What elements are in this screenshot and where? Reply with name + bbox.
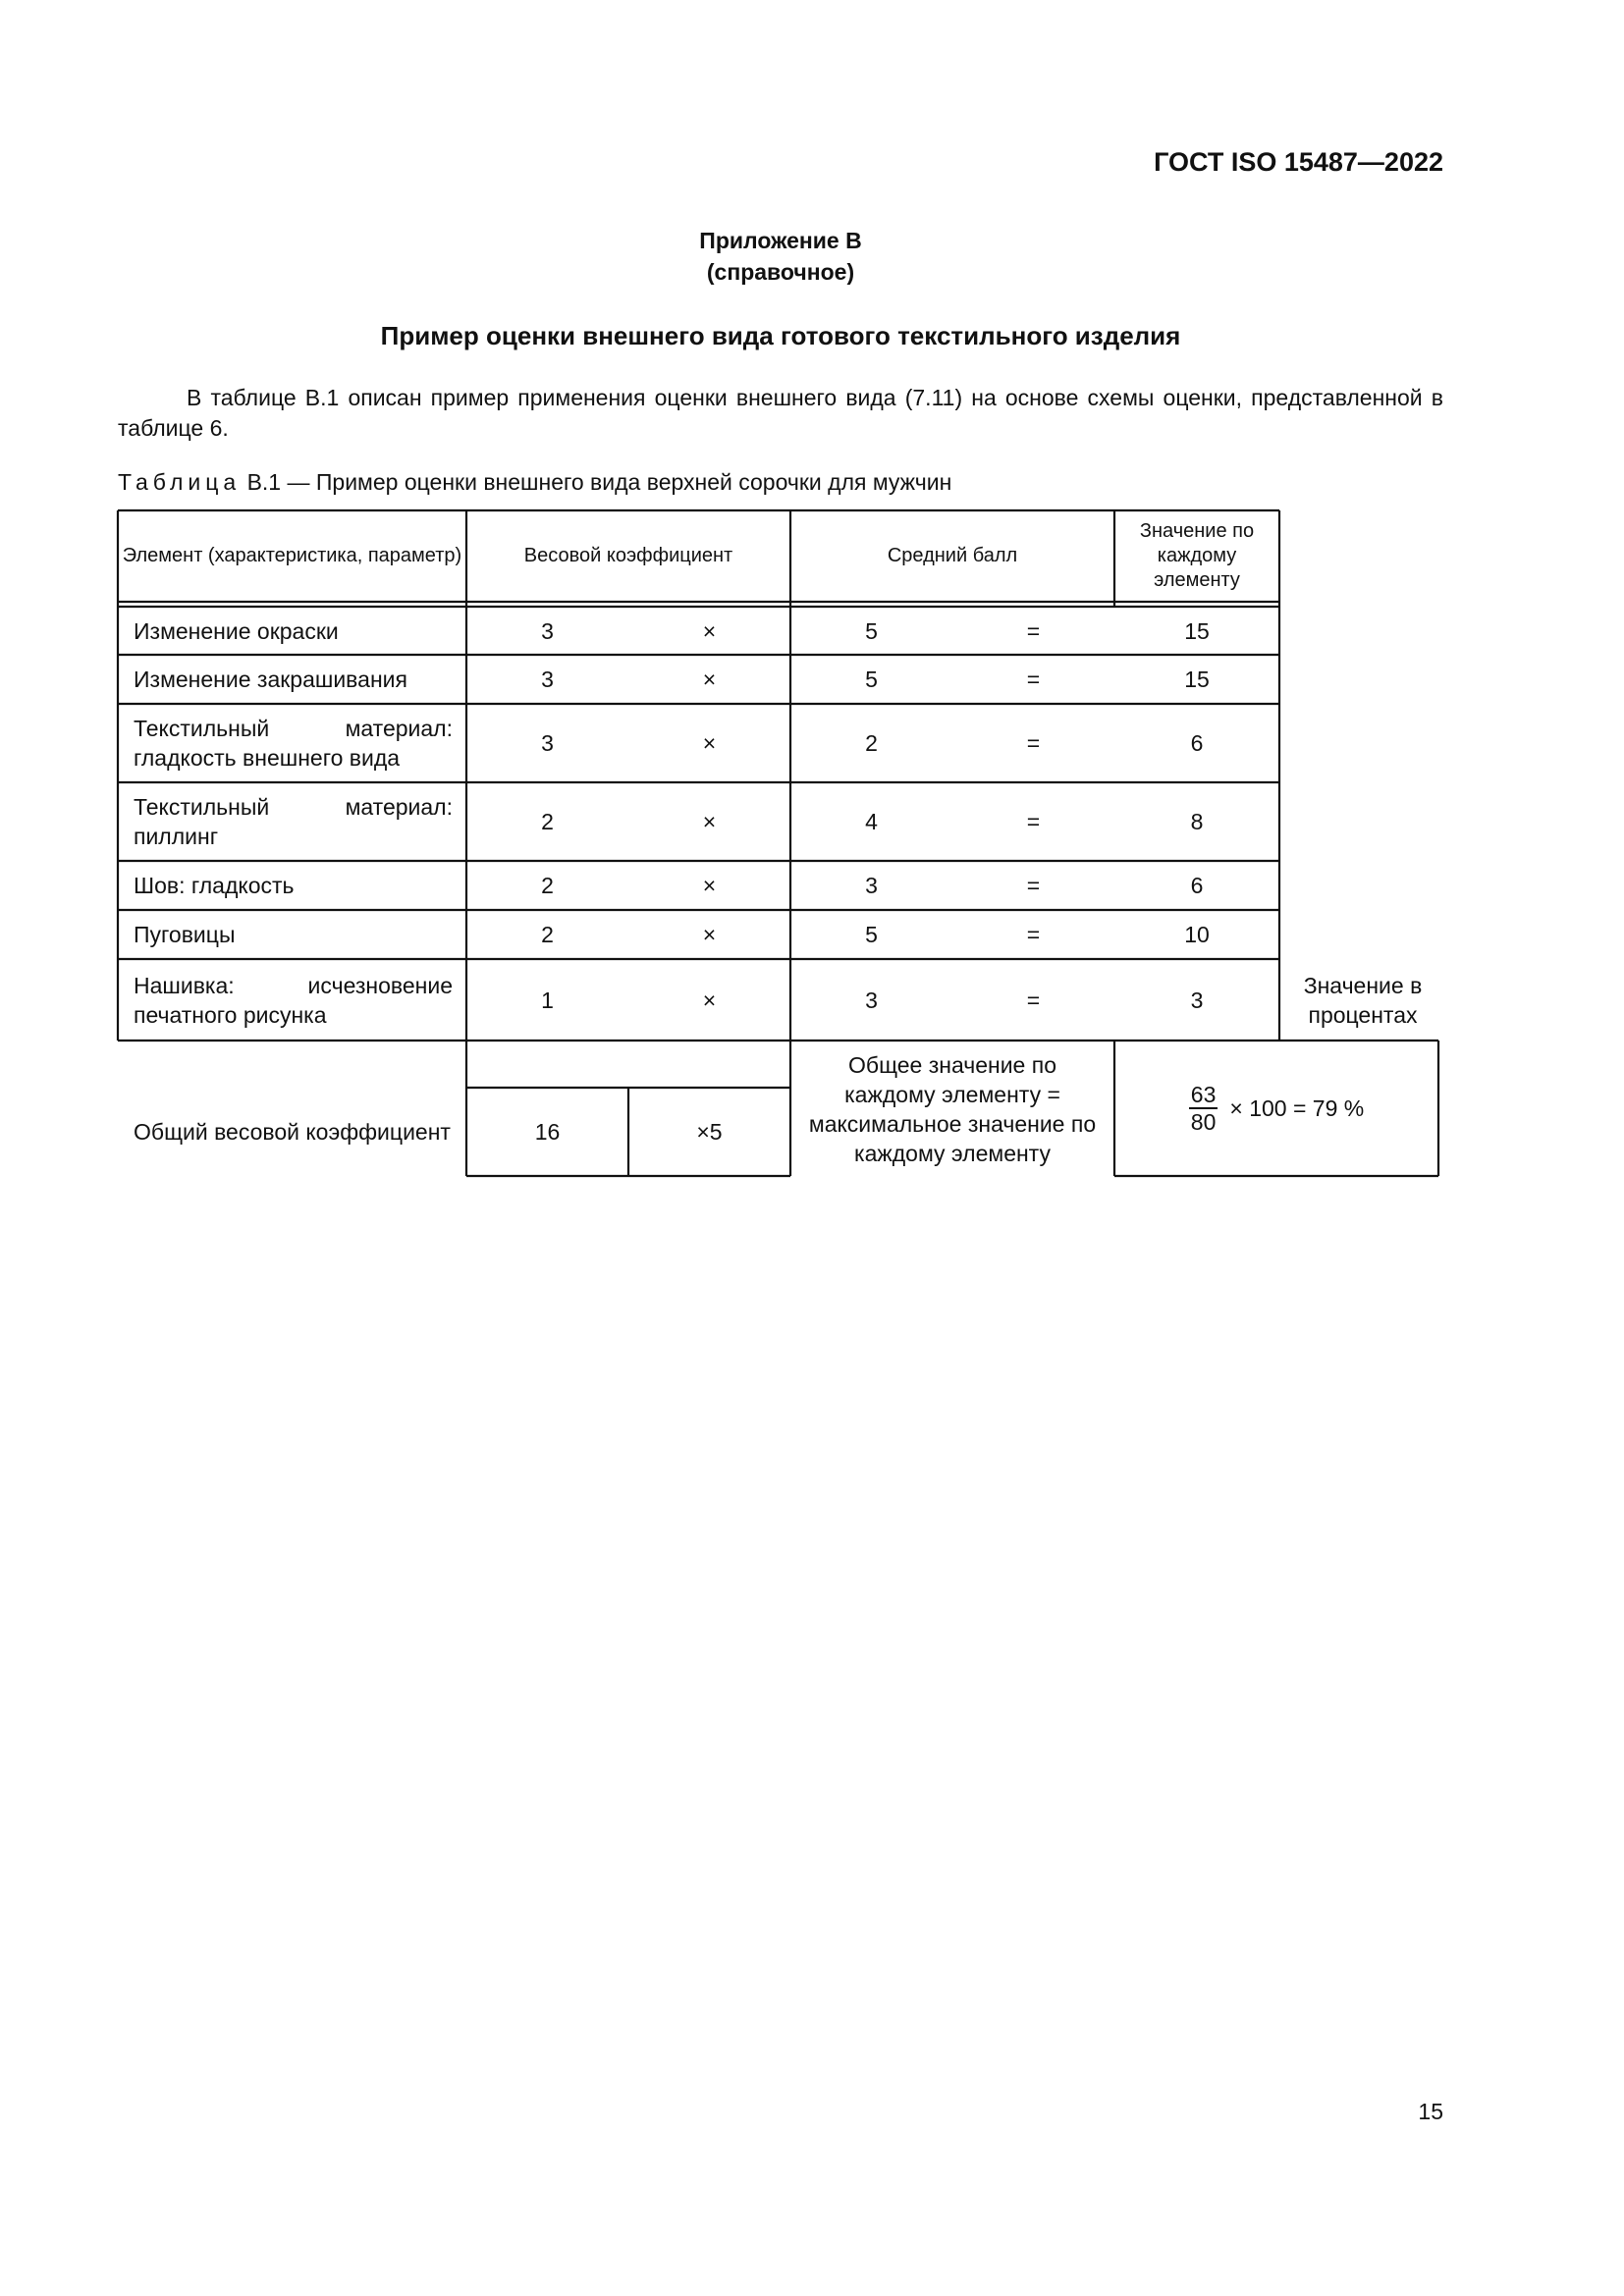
header-value: Значение по каждому элементу <box>1139 520 1255 591</box>
total-weight: 16 <box>534 1119 561 1145</box>
table-row-element: Изменение окраски <box>134 617 339 644</box>
table-row-value: 3 <box>1190 987 1204 1013</box>
table-row-value: 6 <box>1190 730 1204 756</box>
table-row-score: 5 <box>865 617 878 644</box>
table-row-weight: 2 <box>541 922 554 947</box>
table-row-weight: 1 <box>541 987 554 1013</box>
page-number: 15 <box>1418 2099 1443 2124</box>
equals-sign: = <box>1026 617 1041 644</box>
multiply-sign: × <box>702 667 717 692</box>
result-expression: × 100 = 79 % <box>1229 1095 1365 1121</box>
table-row-element: Нашивка: исчезновение печатного рисунка <box>134 972 453 1028</box>
equals-sign: = <box>1026 809 1041 834</box>
annex-title: Приложение B <box>699 228 862 253</box>
annex-type: (справочное) <box>706 259 855 285</box>
fraction-numerator: 63 <box>1190 1082 1217 1107</box>
multiply-sign: × <box>702 922 717 947</box>
multiply-sign: × <box>702 987 717 1013</box>
table-row-value: 8 <box>1190 809 1204 834</box>
total-multiplier: ×5 <box>696 1119 723 1145</box>
table-row-weight: 2 <box>541 809 554 834</box>
table-row-element: Пуговицы <box>134 922 236 947</box>
equals-sign: = <box>1026 922 1041 947</box>
table-row-weight: 3 <box>541 667 554 692</box>
equals-sign: = <box>1026 987 1041 1013</box>
table-row-score: 4 <box>865 809 878 834</box>
table-row-value: 10 <box>1184 922 1210 947</box>
multiply-sign: × <box>702 809 717 834</box>
standard-code: ГОСТ ISO 15487—2022 <box>1154 147 1443 177</box>
table-row-score: 5 <box>865 667 878 692</box>
table-caption <box>118 469 951 496</box>
fraction-denominator: 80 <box>1190 1109 1217 1135</box>
header-score: Средний балл <box>887 545 1018 566</box>
intro-paragraph: В таблице B.1 описан пример применения оценки внешнего вида (7.11) на основе схемы оценки, представленной в таблице 6. <box>118 385 1443 441</box>
table-row-score: 3 <box>865 987 878 1013</box>
table-row-element: Текстильный материал: гладкость внешнего вида <box>134 716 453 771</box>
table-row-weight: 3 <box>541 617 554 644</box>
table-row-element: Текстильный материал: пиллинг <box>134 794 453 849</box>
percent-result <box>1114 1041 1438 1176</box>
table-row-weight: 2 <box>541 873 554 898</box>
table-row-value: 15 <box>1184 667 1210 692</box>
equals-sign: = <box>1026 730 1041 756</box>
multiply-sign: × <box>702 617 717 644</box>
table-row-weight: 3 <box>541 730 554 756</box>
equals-sign: = <box>1026 873 1041 898</box>
header-weight: Весовой коэффициент <box>523 545 733 566</box>
multiply-sign: × <box>702 730 717 756</box>
total-description: Общее значение по каждому элементу = максимальное значение по каждому элементу <box>808 1052 1097 1166</box>
table-caption-text: B.1 — Пример оценки внешнего вида верхней сорочки для мужчин <box>246 469 952 495</box>
annex-heading: Пример оценки внешнего вида готового текстильного изделия <box>380 321 1181 350</box>
result-fraction <box>1189 1082 1218 1135</box>
table-row-score: 2 <box>865 730 878 756</box>
table-row-value: 6 <box>1190 873 1204 898</box>
table-row-element: Шов: гладкость <box>134 873 295 898</box>
table-row-score: 3 <box>865 873 878 898</box>
total-weight-label: Общий весовой коэффициент <box>134 1119 451 1145</box>
equals-sign: = <box>1026 667 1041 692</box>
multiply-sign: × <box>702 873 717 898</box>
table-row-value: 15 <box>1184 617 1210 644</box>
table-caption-label: Таблица <box>118 469 242 495</box>
table-row-element: Изменение закрашивания <box>134 667 407 692</box>
percent-label: Значение в процентах <box>1303 972 1423 1028</box>
table-row-score: 5 <box>865 922 878 947</box>
header-element: Элемент (характеристика, параметр) <box>122 545 462 566</box>
